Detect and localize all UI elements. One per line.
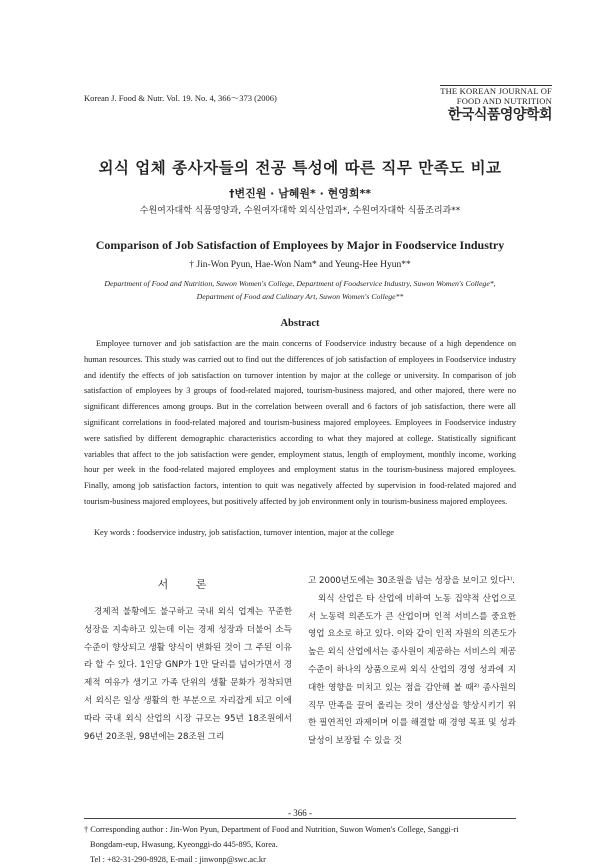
intro-left-column: 경제적 불황에도 불구하고 국내 외식 업계는 꾸준한 성장을 지속하고 있는데 이는 경제 성장과 더불어 소득 수준이 향상되고 생활 양식이 변화된 것이 그 주된 이유라 할 수 있다. 1인당 GNP가 1만 달러를 넘어가면서 경제적 여유가 생기고 가족 단위의 생활 문화가 정착되면서 외식은 일상 생활의 한 부분으로 자리잡게 되고 이에 따라 국내 외식 산업의 시장 규모는 95년 18조원에서 96년 20조원, 98년에는 28조원 그리 [84, 607, 292, 742]
authors-en: † Jin-Won Pyun, Hae-Won Nam* and Yeung-Hee Hyun** [189, 260, 411, 270]
abstract-body: Employee turnover and job satisfaction are the main concerns of Foodservice industry because of a high dependence on human resources. This study was carried out to find out the differences of job satisfaction of employees in Foodservice industry and identify the effects of job satisfaction on turnover intention by major at the college or university. In comparison of job satisfaction of employees by 3 groups of food-related majored, tourism-business majored, and other majored, there were no significant differences among groups. But in the correlation between overall and 6 factors of job satisfaction, there were all significant correlations in food-related majored and tourism-business majored employees. Employees in Foodservice industry were satisfied by different demographic characteristics according to what they majored at college. Statistically significant variables that affect to the job satisfaction were gender, employment status, length of employment, monthly income, working hour per week in the food-related majored employees and employment status in the tourism-business majored employees. Finally, among job satisfaction factors, intention to quit was negatively affected by supervision in food-related majored and tourism-business majored employees, but positively affected by job environment only in tourism-business majored employees. [84, 339, 516, 506]
footnote-line2: Bongdam-eup, Hwasung, Kyeonggi-do 445-895, Korea. [90, 840, 278, 849]
section-heading-introduction: 서 론 [157, 578, 219, 591]
affiliations-en-line1: Department of Food and Nutrition, Suwon Women's College, Department of Foodservice Industry, Suwon Women's College*, [104, 279, 496, 288]
footnote-line3: Tel : +82-31-290-8928, E-mail : jinwonp@swc.ac.kr [90, 855, 266, 864]
abstract-heading: Abstract [280, 318, 320, 329]
footnote-rule [84, 818, 516, 819]
footnote-line1: † Corresponding author : Jin-Won Pyun, Department of Food and Nutrition, Suwon Women's College, Sanggi-ri [84, 825, 459, 834]
intro-right-paragraph-2: 외식 산업은 타 산업에 비하여 노동 집약적 산업으로서 노동력 의존도가 큰 산업이며 인적 서비스를 중요한 영업 요소로 하고 있다. 이와 같이 인적 자원의 의존도가 높은 외식 산업에서는 종사원이 제공하는 서비스의 제공 수준이 하나의 상품으로써 외식 산업의 경영 성과에 지대한 영향을 미치고 있는 점을 감안해 볼 때²⁾ 종사원의 직무 만족을 끌어 올리는 것이 생산성을 향상시키기 위한 필연적인 과제이며 이를 해결할 때 경영 목표 및 성과 달성이 보장될 수 있을 것 [308, 593, 516, 747]
paper-title-en: Comparison of Job Satisfaction of Employees by Major in Foodservice Industry [95, 238, 505, 252]
affiliations-en [40, 277, 560, 303]
journal-name-ko: 한국식품영양학회 [447, 107, 552, 123]
affiliations-ko: 수원여자대학 식품영양과, 수원여자대학 외식산업과*, 수원여자대학 식품조리과** [139, 206, 461, 216]
intro-right-column [308, 573, 516, 751]
keywords: Key words : foodservice industry, job satisfaction, turnover intention, major at the college [94, 528, 394, 537]
journal-reference: Korean J. Food & Nutr. Vol. 19. No. 4, 366～373 (2006) [84, 93, 277, 103]
authors-ko: †변진원 · 남혜원* · 현영희** [228, 187, 372, 200]
journal-logo [440, 86, 552, 124]
affiliations-en-line2: Department of Food and Culinary Art, Suwon Women's College** [196, 292, 404, 301]
journal-name-en-line1: THE KOREAN JOURNAL OF [440, 86, 552, 96]
journal-name-en-line2: FOOD AND NUTRITION [456, 96, 552, 106]
page-number: - 366 - [288, 808, 312, 818]
intro-right-paragraph-1: 고 2000년도에는 30조원을 넘는 성장을 보이고 있다¹⁾. [308, 576, 515, 586]
corresponding-author-footnote [84, 822, 524, 867]
paper-title-ko: 외식 업체 종사자들의 전공 특성에 따른 직무 만족도 비교 [98, 159, 502, 177]
